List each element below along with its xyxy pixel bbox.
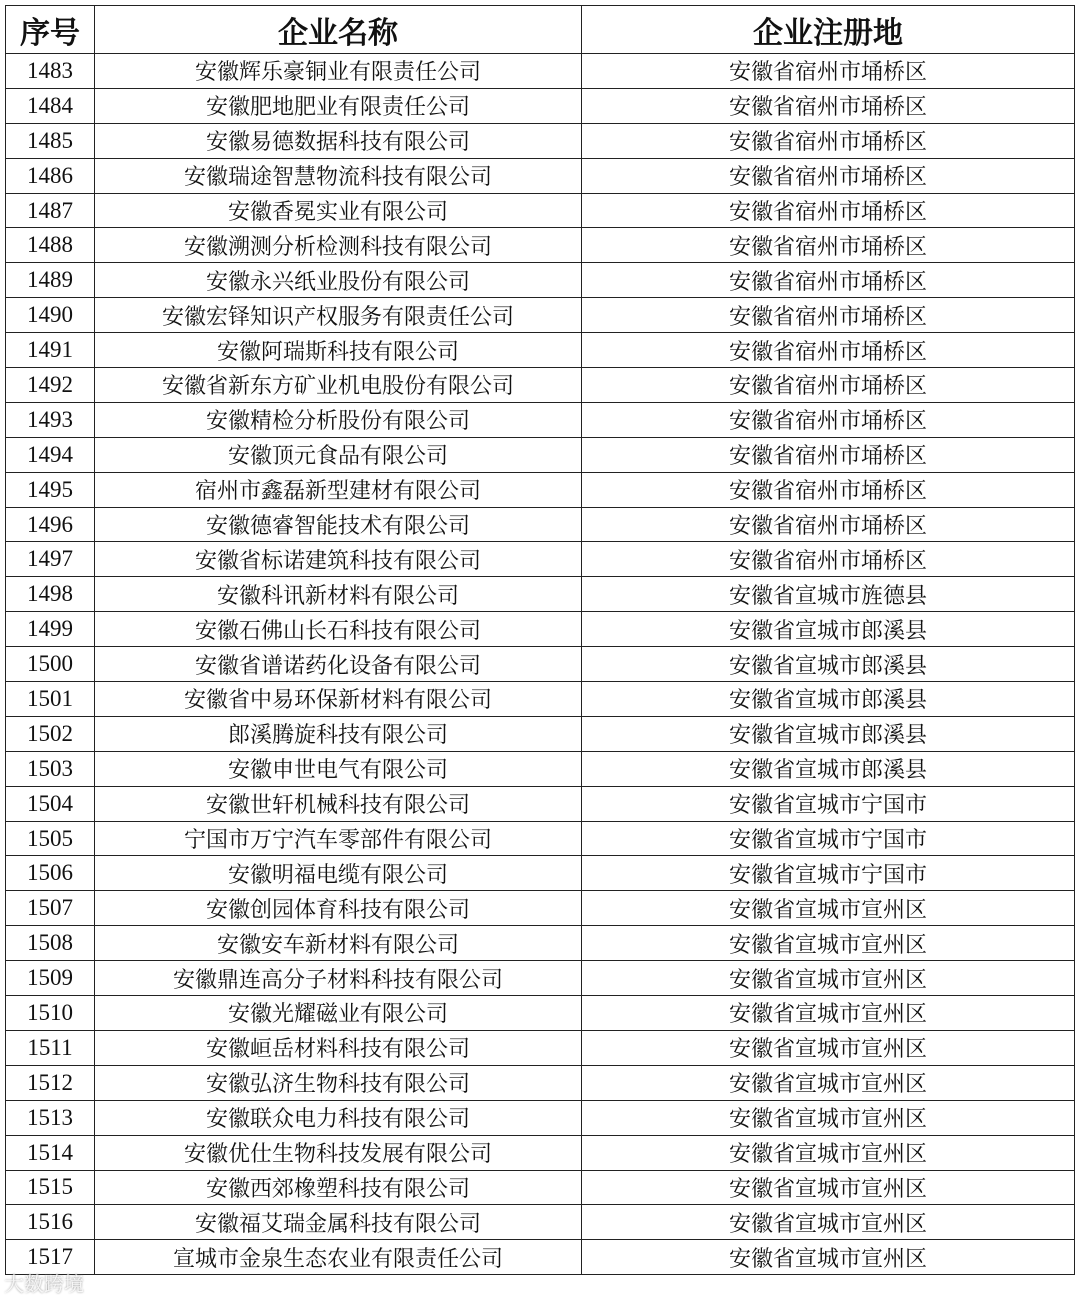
registered-location-cell: 安徽省宿州市埇桥区 (582, 507, 1075, 542)
registered-location-cell: 安徽省宣城市郎溪县 (582, 716, 1075, 751)
table-row (6, 821, 1075, 856)
serial-number-cell: 1486 (6, 158, 95, 193)
company-name-cell: 安徽省谱诺药化设备有限公司 (95, 647, 582, 682)
registered-location-cell: 安徽省宣城市旌德县 (582, 577, 1075, 612)
company-name-cell: 宿州市鑫磊新型建材有限公司 (95, 472, 582, 507)
registered-location-cell: 安徽省宣城市郎溪县 (582, 647, 1075, 682)
header-serial-number: 序号 (6, 6, 95, 54)
company-name-cell: 安徽阿瑞斯科技有限公司 (95, 333, 582, 368)
table-row (6, 1205, 1075, 1240)
company-name-cell: 安徽省中易环保新材料有限公司 (95, 682, 582, 717)
registered-location-cell: 安徽省宿州市埇桥区 (582, 298, 1075, 333)
serial-number-cell: 1510 (6, 996, 95, 1031)
registered-location-cell: 安徽省宿州市埇桥区 (582, 54, 1075, 89)
table-row (6, 716, 1075, 751)
serial-number-cell: 1514 (6, 1135, 95, 1170)
serial-number-cell: 1512 (6, 1065, 95, 1100)
company-name-cell: 安徽福艾瑞金属科技有限公司 (95, 1205, 582, 1240)
serial-number-cell: 1517 (6, 1240, 95, 1275)
registered-location-cell: 安徽省宿州市埇桥区 (582, 158, 1075, 193)
enterprise-table (5, 5, 1075, 1275)
company-name-cell: 安徽顶元食品有限公司 (95, 437, 582, 472)
company-name-cell: 安徽永兴纸业股份有限公司 (95, 263, 582, 298)
registered-location-cell: 安徽省宣城市宣州区 (582, 1240, 1075, 1275)
table-row (6, 647, 1075, 682)
company-name-cell: 宁国市万宁汽车零部件有限公司 (95, 821, 582, 856)
registered-location-cell: 安徽省宣城市宣州区 (582, 1030, 1075, 1065)
registered-location-cell: 安徽省宣城市郎溪县 (582, 612, 1075, 647)
company-name-cell: 安徽溯测分析检测科技有限公司 (95, 228, 582, 263)
table-row (6, 158, 1075, 193)
table-row (6, 996, 1075, 1031)
registered-location-cell: 安徽省宿州市埇桥区 (582, 402, 1075, 437)
registered-location-cell: 安徽省宣城市宁国市 (582, 786, 1075, 821)
registered-location-cell: 安徽省宣城市郎溪县 (582, 682, 1075, 717)
serial-number-cell: 1504 (6, 786, 95, 821)
registered-location-cell: 安徽省宿州市埇桥区 (582, 333, 1075, 368)
registered-location-cell: 安徽省宣城市宣州区 (582, 1100, 1075, 1135)
registered-location-cell: 安徽省宣城市宣州区 (582, 1135, 1075, 1170)
serial-number-cell: 1497 (6, 542, 95, 577)
serial-number-cell: 1490 (6, 298, 95, 333)
serial-number-cell: 1495 (6, 472, 95, 507)
table-row (6, 786, 1075, 821)
company-name-cell: 安徽香冕实业有限公司 (95, 193, 582, 228)
serial-number-cell: 1509 (6, 961, 95, 996)
registered-location-cell: 安徽省宿州市埇桥区 (582, 193, 1075, 228)
table-row (6, 612, 1075, 647)
table-row (6, 228, 1075, 263)
registered-location-cell: 安徽省宣城市宣州区 (582, 891, 1075, 926)
serial-number-cell: 1515 (6, 1170, 95, 1205)
serial-number-cell: 1501 (6, 682, 95, 717)
serial-number-cell: 1498 (6, 577, 95, 612)
table-row (6, 507, 1075, 542)
table-row (6, 1100, 1075, 1135)
company-name-cell: 安徽弘济生物科技有限公司 (95, 1065, 582, 1100)
table-row (6, 961, 1075, 996)
serial-number-cell: 1506 (6, 856, 95, 891)
registered-location-cell: 安徽省宿州市埇桥区 (582, 263, 1075, 298)
registered-location-cell: 安徽省宿州市埇桥区 (582, 542, 1075, 577)
company-name-cell: 安徽石佛山长石科技有限公司 (95, 612, 582, 647)
serial-number-cell: 1485 (6, 123, 95, 158)
company-name-cell: 安徽鼎连高分子材料科技有限公司 (95, 961, 582, 996)
table-row (6, 1065, 1075, 1100)
registered-location-cell: 安徽省宣城市宁国市 (582, 856, 1075, 891)
company-name-cell: 安徽申世电气有限公司 (95, 751, 582, 786)
company-name-cell: 安徽宏铎知识产权服务有限责任公司 (95, 298, 582, 333)
registered-location-cell: 安徽省宣城市宁国市 (582, 821, 1075, 856)
serial-number-cell: 1491 (6, 333, 95, 368)
registered-location-cell: 安徽省宣城市宣州区 (582, 926, 1075, 961)
registered-location-cell: 安徽省宿州市埇桥区 (582, 437, 1075, 472)
serial-number-cell: 1516 (6, 1205, 95, 1240)
company-name-cell: 安徽光耀磁业有限公司 (95, 996, 582, 1031)
serial-number-cell: 1499 (6, 612, 95, 647)
table-row (6, 682, 1075, 717)
serial-number-cell: 1494 (6, 437, 95, 472)
company-name-cell: 安徽肥地肥业有限责任公司 (95, 88, 582, 123)
registered-location-cell: 安徽省宣城市郎溪县 (582, 751, 1075, 786)
registered-location-cell: 安徽省宿州市埇桥区 (582, 228, 1075, 263)
header-registered-location: 企业注册地 (582, 6, 1075, 54)
company-name-cell: 安徽易德数据科技有限公司 (95, 123, 582, 158)
company-name-cell: 郎溪腾旋科技有限公司 (95, 716, 582, 751)
table-row (6, 577, 1075, 612)
serial-number-cell: 1493 (6, 402, 95, 437)
table-row (6, 333, 1075, 368)
table-row (6, 891, 1075, 926)
registered-location-cell: 安徽省宣城市宣州区 (582, 1065, 1075, 1100)
serial-number-cell: 1489 (6, 263, 95, 298)
table-row (6, 751, 1075, 786)
serial-number-cell: 1483 (6, 54, 95, 89)
company-name-cell: 宣城市金泉生态农业有限责任公司 (95, 1240, 582, 1275)
registered-location-cell: 安徽省宿州市埇桥区 (582, 123, 1075, 158)
serial-number-cell: 1500 (6, 647, 95, 682)
table-row (6, 263, 1075, 298)
table-row (6, 542, 1075, 577)
table-row (6, 123, 1075, 158)
company-name-cell: 安徽精检分析股份有限公司 (95, 402, 582, 437)
company-name-cell: 安徽瑞途智慧物流科技有限公司 (95, 158, 582, 193)
company-name-cell: 安徽辉乐豪铜业有限责任公司 (95, 54, 582, 89)
table-row (6, 54, 1075, 89)
table-row (6, 437, 1075, 472)
serial-number-cell: 1492 (6, 368, 95, 403)
serial-number-cell: 1484 (6, 88, 95, 123)
table-row (6, 1030, 1075, 1065)
header-company-name: 企业名称 (95, 6, 582, 54)
registered-location-cell: 安徽省宣城市宣州区 (582, 1170, 1075, 1205)
serial-number-cell: 1507 (6, 891, 95, 926)
table-row (6, 193, 1075, 228)
serial-number-cell: 1496 (6, 507, 95, 542)
serial-number-cell: 1511 (6, 1030, 95, 1065)
company-name-cell: 安徽峘岳材料科技有限公司 (95, 1030, 582, 1065)
serial-number-cell: 1505 (6, 821, 95, 856)
serial-number-cell: 1487 (6, 193, 95, 228)
company-name-cell: 安徽优仕生物科技发展有限公司 (95, 1135, 582, 1170)
company-name-cell: 安徽明福电缆有限公司 (95, 856, 582, 891)
registered-location-cell: 安徽省宣城市宣州区 (582, 1205, 1075, 1240)
registered-location-cell: 安徽省宿州市埇桥区 (582, 368, 1075, 403)
watermark: 大数跨境 (4, 1272, 84, 1296)
table-row (6, 1135, 1075, 1170)
table-row (6, 1170, 1075, 1205)
company-name-cell: 安徽安车新材料有限公司 (95, 926, 582, 961)
serial-number-cell: 1488 (6, 228, 95, 263)
table-row (6, 856, 1075, 891)
table-row (6, 298, 1075, 333)
registered-location-cell: 安徽省宿州市埇桥区 (582, 88, 1075, 123)
table-row (6, 1240, 1075, 1275)
table-row (6, 368, 1075, 403)
registered-location-cell: 安徽省宣城市宣州区 (582, 961, 1075, 996)
serial-number-cell: 1503 (6, 751, 95, 786)
table-row (6, 88, 1075, 123)
company-name-cell: 安徽世轩机械科技有限公司 (95, 786, 582, 821)
serial-number-cell: 1508 (6, 926, 95, 961)
company-name-cell: 安徽省新东方矿业机电股份有限公司 (95, 368, 582, 403)
company-name-cell: 安徽西郊橡塑科技有限公司 (95, 1170, 582, 1205)
company-name-cell: 安徽创园体育科技有限公司 (95, 891, 582, 926)
registered-location-cell: 安徽省宣城市宣州区 (582, 996, 1075, 1031)
table-row (6, 402, 1075, 437)
registered-location-cell: 安徽省宿州市埇桥区 (582, 472, 1075, 507)
serial-number-cell: 1502 (6, 716, 95, 751)
header-row (6, 6, 1075, 54)
table-row (6, 472, 1075, 507)
company-name-cell: 安徽省标诺建筑科技有限公司 (95, 542, 582, 577)
table-body (6, 54, 1075, 1275)
company-name-cell: 安徽德睿智能技术有限公司 (95, 507, 582, 542)
company-name-cell: 安徽科讯新材料有限公司 (95, 577, 582, 612)
serial-number-cell: 1513 (6, 1100, 95, 1135)
table-row (6, 926, 1075, 961)
company-name-cell: 安徽联众电力科技有限公司 (95, 1100, 582, 1135)
